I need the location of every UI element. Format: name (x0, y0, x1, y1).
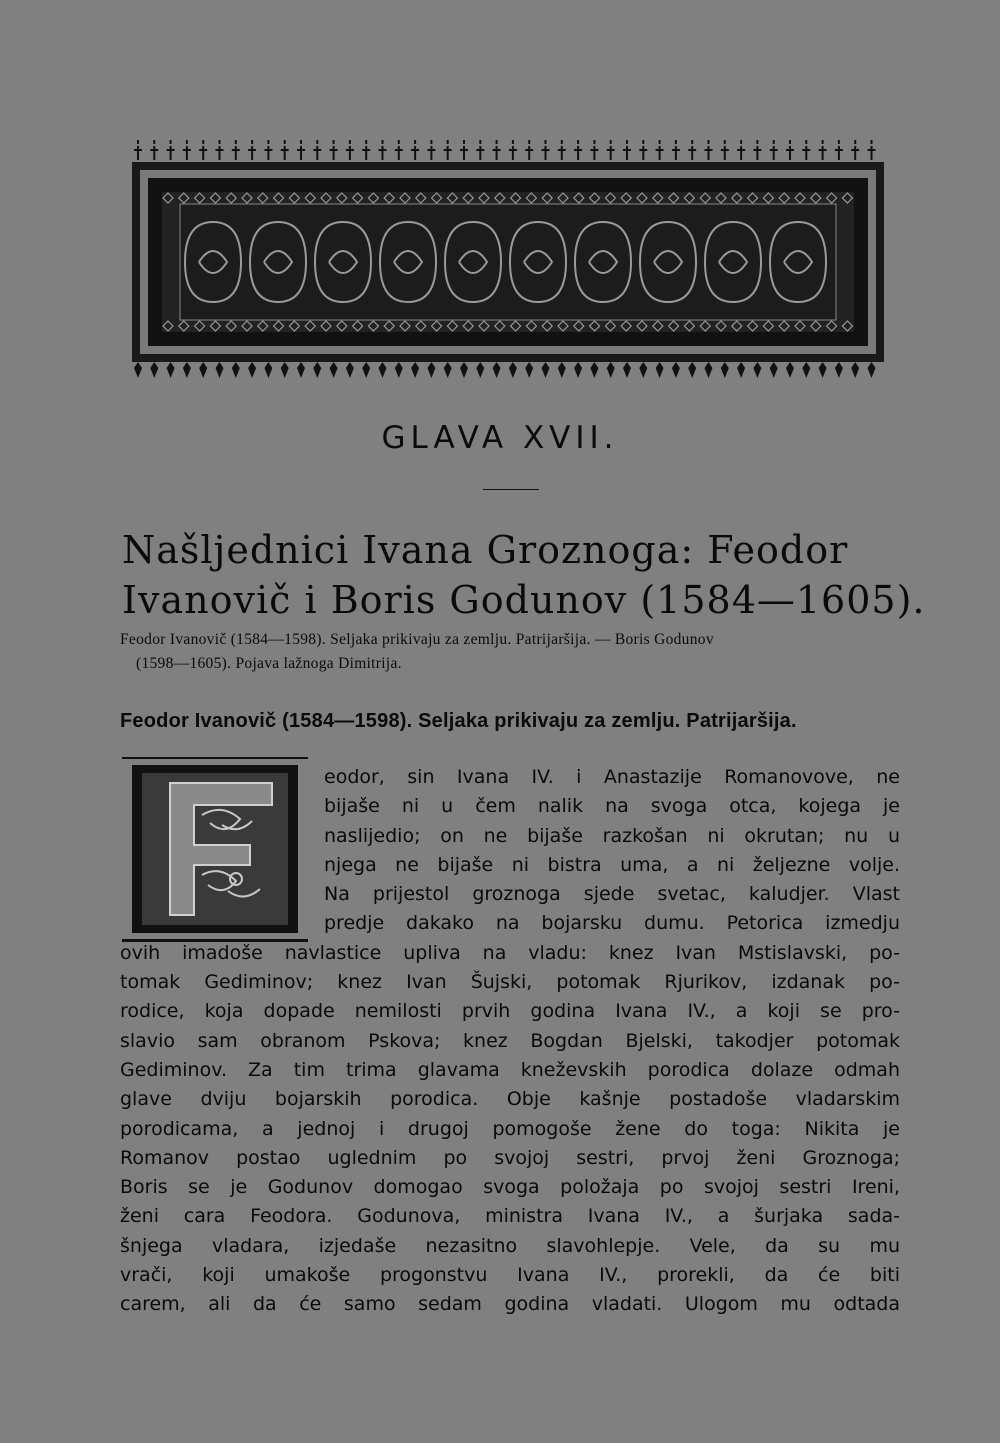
text-line: Boris se je Godunov domogao svoga položaja po svojoj sestri Ireni, (120, 1176, 900, 1199)
text-line: carem, ali da će samo sedam godina vladati. Ulogom mu odtada (120, 1293, 900, 1316)
summary-line: (1598—1605). Pojava lažnoga Dimitrija. (136, 655, 402, 672)
text-line: Romanov postao uglednim po svojoj sestri, prvoj ženi Groznoga; (120, 1146, 900, 1169)
text-line: vrači, koji umakoše progonstvu Ivana IV., prorekli, da će biti (120, 1264, 900, 1287)
text-line: Na prijestol groznoga sjede svetac, kaludjer. Vlast (324, 883, 900, 906)
section-heading: Feodor Ivanovič (1584—1598). Seljaka prikivaju za zemlju. Patrijaršija. (120, 710, 797, 732)
text-line: predje dakako na bojarsku dumu. Petorica izmedju (324, 912, 900, 935)
chapter-title-line-1: Našljednici Ivana Groznoga: Feodor (122, 528, 849, 572)
text-line: ovih imadoše navlastice upliva na vladu: knez Ivan Mstislavski, po- (120, 941, 900, 964)
text-line: njega ne bijaše ni bistra uma, a ni željezne volje. (324, 853, 900, 876)
text-line: slavio sam obranom Pskova; knez Bogdan Bjelski, takodjer potomak (120, 1029, 900, 1052)
chapter-summary (120, 628, 900, 676)
summary-line: Feodor Ivanovič (1584—1598). Seljaka prikivaju za zemlju. Patrijaršija. — Boris Godunov (120, 631, 714, 648)
chapter-heading: GLAVA XVII. (381, 420, 619, 456)
text-line: bijaše ni u čem nalik na svoga otca, kojega je (324, 795, 900, 818)
text-line: ženi cara Feodora. Godunova, ministra Ivana IV., a šurjaka sada- (120, 1205, 900, 1228)
text-line: naslijedio; on ne bijaše razkošan ni okrutan; nu u (324, 824, 900, 847)
chapter-title-line-2: Ivanovič i Boris Godunov (1584—1605). (122, 578, 926, 622)
text-line: glave dviju bojarskih porodica. Obje kašnje postadoše vladarskim (120, 1088, 900, 1111)
text-line: eodor, sin Ivana IV. i Anastazije Romanovove, ne (324, 766, 900, 788)
text-line: tomak Gediminov; knez Ivan Šujski, potomak Rjurikov, izdanak po- (120, 971, 900, 994)
text-line: šnjega vladara, izjedaše nezasitno slavohlepje. Vele, da su mu (120, 1234, 900, 1257)
text-line: rodice, koja dopade nemilosti prvih godina Ivana IV., a koji se pro- (120, 1000, 900, 1023)
floral-ornament-icon (118, 132, 898, 382)
text-line: porodicama, a jednoj i drugoj pomogoše žene do toga: Nikita je (120, 1117, 900, 1140)
text-line: Gediminov. Za tim trima glavama kneževskih porodica dolaze odmah (120, 1058, 900, 1081)
body-text (120, 763, 900, 1320)
divider (483, 489, 539, 490)
